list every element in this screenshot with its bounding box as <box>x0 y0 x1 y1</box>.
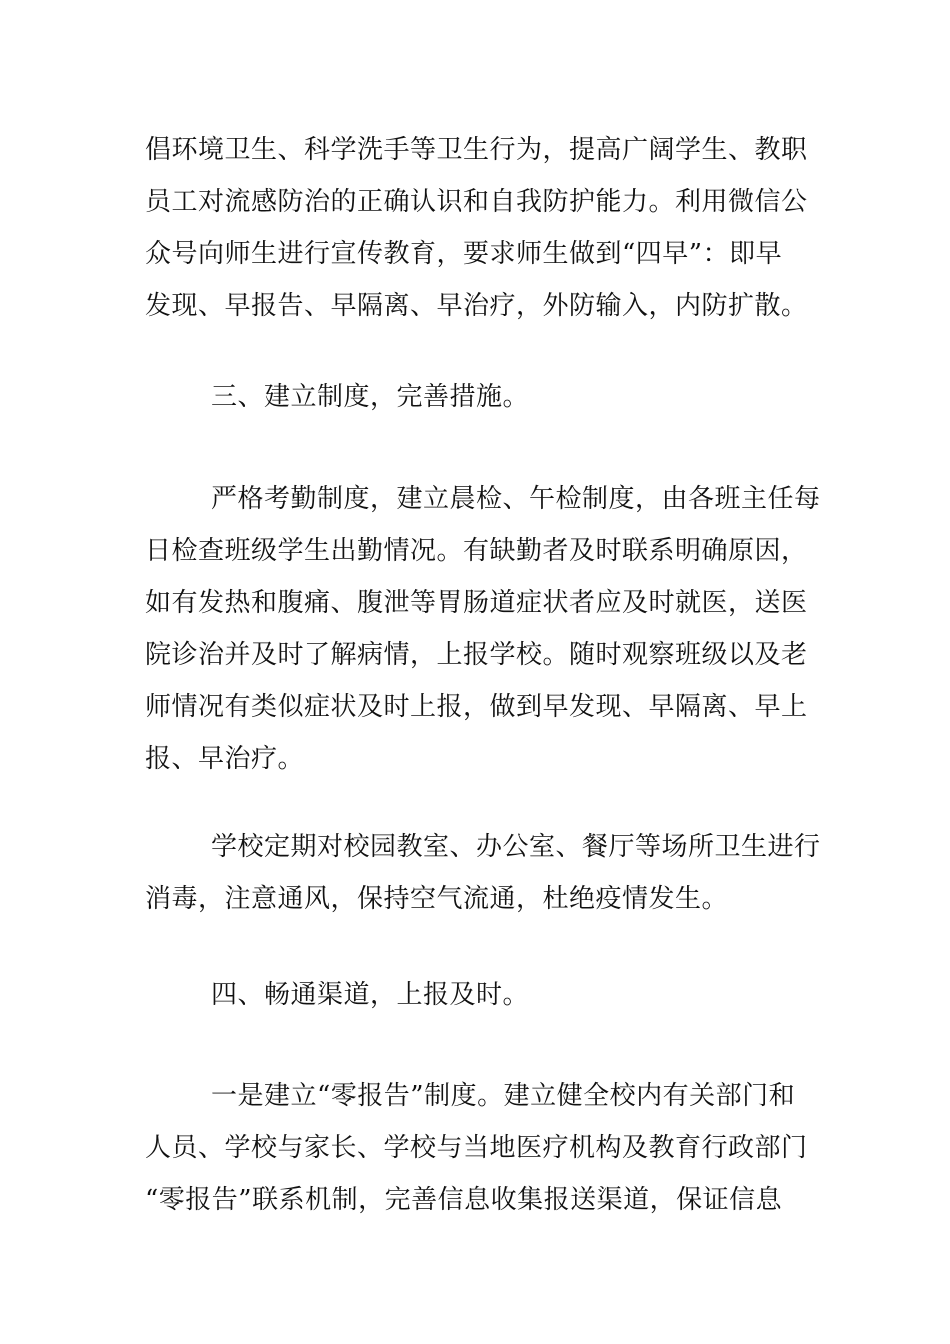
text-line: 倡环境卫生、科学洗手等卫生行为，提高广阔学生、教职 <box>145 135 808 165</box>
paragraph-disinfection <box>145 821 821 925</box>
text-line: 消毒，注意通风，保持空气流通，杜绝疫情发生。 <box>145 884 729 914</box>
section-heading-3 <box>145 371 815 423</box>
paragraph-health-education <box>145 124 815 332</box>
heading-line: 四、畅通渠道，上报及时。 <box>211 980 530 1010</box>
text-line: 一是建立“零报告”制度。建立健全校内有关部门和 <box>211 1081 796 1111</box>
text-line: 师情况有类似症状及时上报，做到早发现、早隔离、早上 <box>145 692 808 722</box>
text-line: 如有发热和腹痛、腹泄等胃肠道症状者应及时就医，送医 <box>145 588 808 618</box>
text-line: 发现、早报告、早隔离、早治疗，外防输入，内防扩散。 <box>145 291 808 321</box>
paragraph-zero-report <box>145 1070 815 1226</box>
text-line: 院诊治并及时了解病情，上报学校。随时观察班级以及老 <box>145 640 808 670</box>
text-line: 员工对流感防治的正确认识和自我防护能力。利用微信公 <box>145 187 808 217</box>
text-line: 报、早治疗。 <box>145 744 305 774</box>
text-line: “零报告”联系机制，完善信息收集报送渠道，保证信息 <box>145 1185 783 1215</box>
section-heading-4 <box>145 969 815 1021</box>
text-line: 日检查班级学生出勤情况。有缺勤者及时联系明确原因， <box>145 536 808 566</box>
text-line: 众号向师生进行宣传教育，要求师生做到“四早”：即早 <box>145 239 783 269</box>
heading-line: 三、建立制度，完善措施。 <box>211 382 530 412</box>
text-line: 学校定期对校园教室、办公室、餐厅等场所卫生进行 <box>211 832 821 862</box>
paragraph-attendance <box>145 473 821 785</box>
text-line: 严格考勤制度，建立晨检、午检制度，由各班主任每 <box>211 484 821 514</box>
text-line: 人员、学校与家长、学校与当地医疗机构及教育行政部门 <box>145 1133 808 1163</box>
